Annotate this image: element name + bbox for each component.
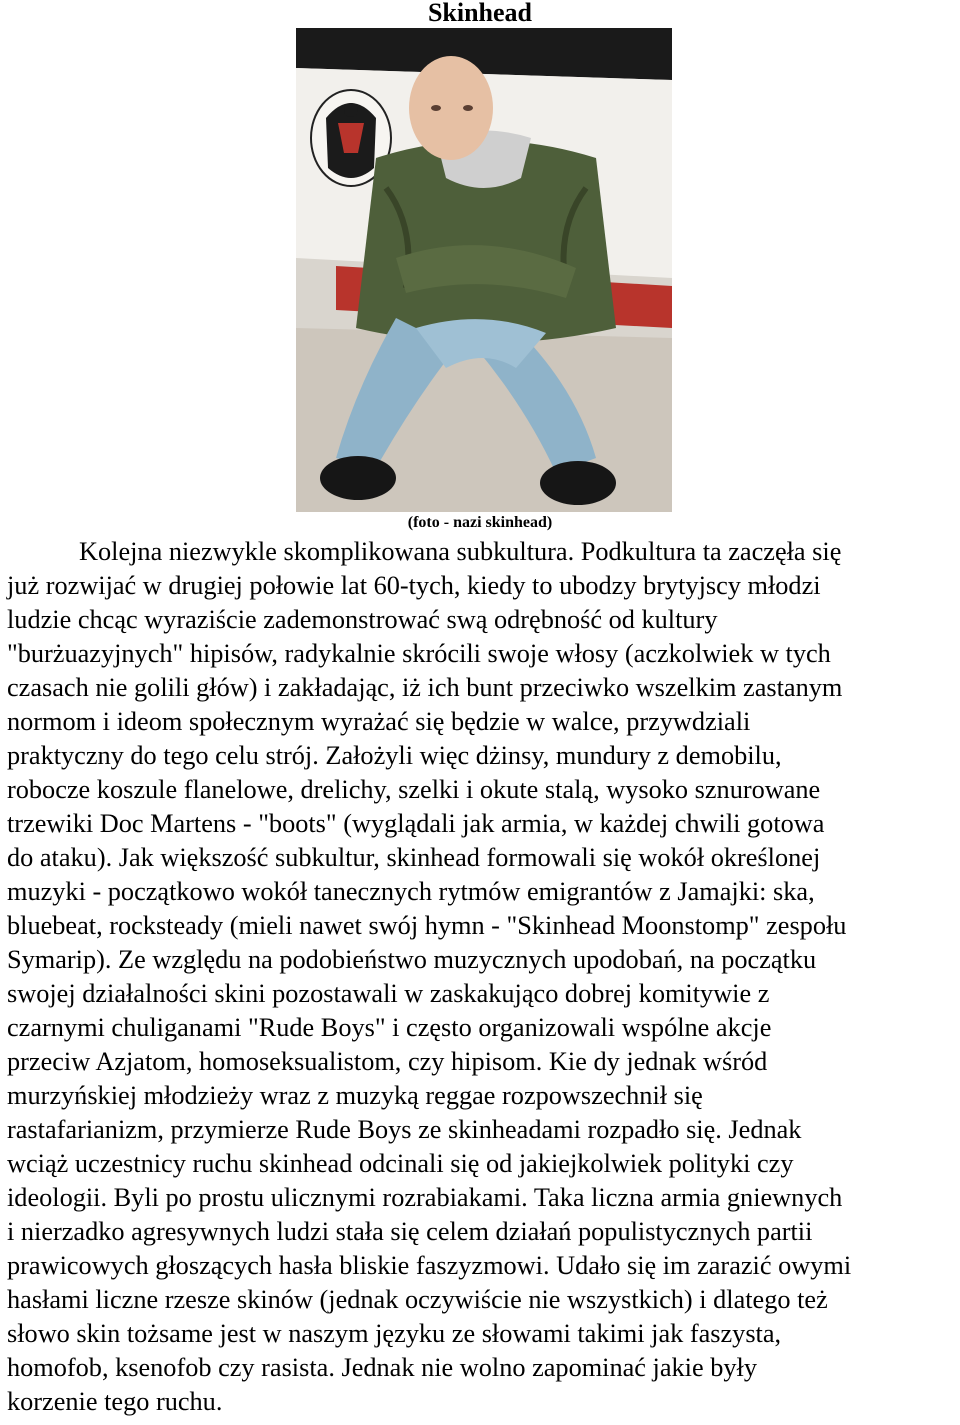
article-line: trzewiki Doc Martens - "boots" (wyglądali jak armia, w każdej chwili gotowa (7, 809, 825, 838)
article-line: prawicowych głoszących hasła bliskie faszyzmowi. Udało się im zarazić owymi (7, 1251, 852, 1280)
article-line: czarnymi chuliganami "Rude Boys" i często organizowali wspólne akcje (7, 1013, 772, 1042)
article-line: Symarip). Ze względu na podobieństwo muzycznych upodobań, na początku (7, 945, 817, 974)
article-line: homofob, ksenofob czy rasista. Jednak nie wolno zapominać jakie były (7, 1353, 757, 1382)
skinhead-photo (296, 28, 672, 512)
article-line: ideologii. Byli po prostu ulicznymi rozrabiakami. Taka liczna armia gniewnych (7, 1183, 843, 1212)
article-line: robocze koszule flanelowe, drelichy, szelki i okute stalą, wysoko sznurowane (7, 775, 821, 804)
article-line: korzenie tego ruchu. (7, 1387, 223, 1416)
page-title: Skinhead (427, 0, 533, 27)
article-line: praktyczny do tego celu strój. Założyli więc dżinsy, mundury z demobilu, (7, 741, 782, 770)
article-line: do ataku). Jak większość subkultur, skinhead formowali się wokół określonej (7, 843, 821, 872)
article-line: ludzie chcąc wyraziście zademonstrować swą odrębność od kultury (7, 605, 718, 634)
article-line: czasach nie golili głów) i zakładając, iż ich bunt przeciwko wszelkim zastanym (7, 673, 843, 702)
article-line: wciąż uczestnicy ruchu skinhead odcinali się od jakiejkolwiek polityki czy (7, 1149, 794, 1178)
article-line: muzyki - początkowo wokół tanecznych rytmów emigrantów z Jamajki: ska, (7, 877, 815, 906)
photo-caption: (foto - nazi skinhead) (407, 514, 553, 531)
article-line: i nierzadko agresywnych ludzi stała się celem działań populistycznych partii (7, 1217, 813, 1246)
article-line: swojej działalności skini pozostawali w zaskakująco dobrej komitywie z (7, 979, 770, 1008)
article-body (7, 535, 960, 1419)
article-line: "burżuazyjnych" hipisów, radykalnie skrócili swoje włosy (aczkolwiek w tych (7, 639, 831, 668)
article-line: słowo skin tożsame jest w naszym języku ze słowami takimi jak faszysta, (7, 1319, 782, 1348)
article-line: przeciw Azjatom, homoseksualistom, czy hipisom. Kie dy jednak wśród (7, 1047, 768, 1076)
article-line: rastafarianizm, przymierze Rude Boys ze skinheadami rozpadło się. Jednak (7, 1115, 802, 1144)
article-line: bluebeat, rocksteady (mieli nawet swój hymn - "Skinhead Moonstomp" zespołu (7, 911, 847, 940)
article-line: hasłami liczne rzesze skinów (jednak oczywiście nie wszystkich) i dlatego też (7, 1285, 828, 1314)
article-line: Kolejna niezwykle skomplikowana subkultura. Podkultura ta zaczęła się (79, 537, 842, 566)
article-line: murzyńskiej młodzieży wraz z muzyką reggae rozpowszechnił się (7, 1081, 703, 1110)
article-line: już rozwijać w drugiej połowie lat 60-tych, kiedy to ubodzy brytyjscy młodzi (7, 571, 821, 600)
article-line: normom i ideom społecznym wyrażać się będzie w walce, przywdziali (7, 707, 751, 736)
